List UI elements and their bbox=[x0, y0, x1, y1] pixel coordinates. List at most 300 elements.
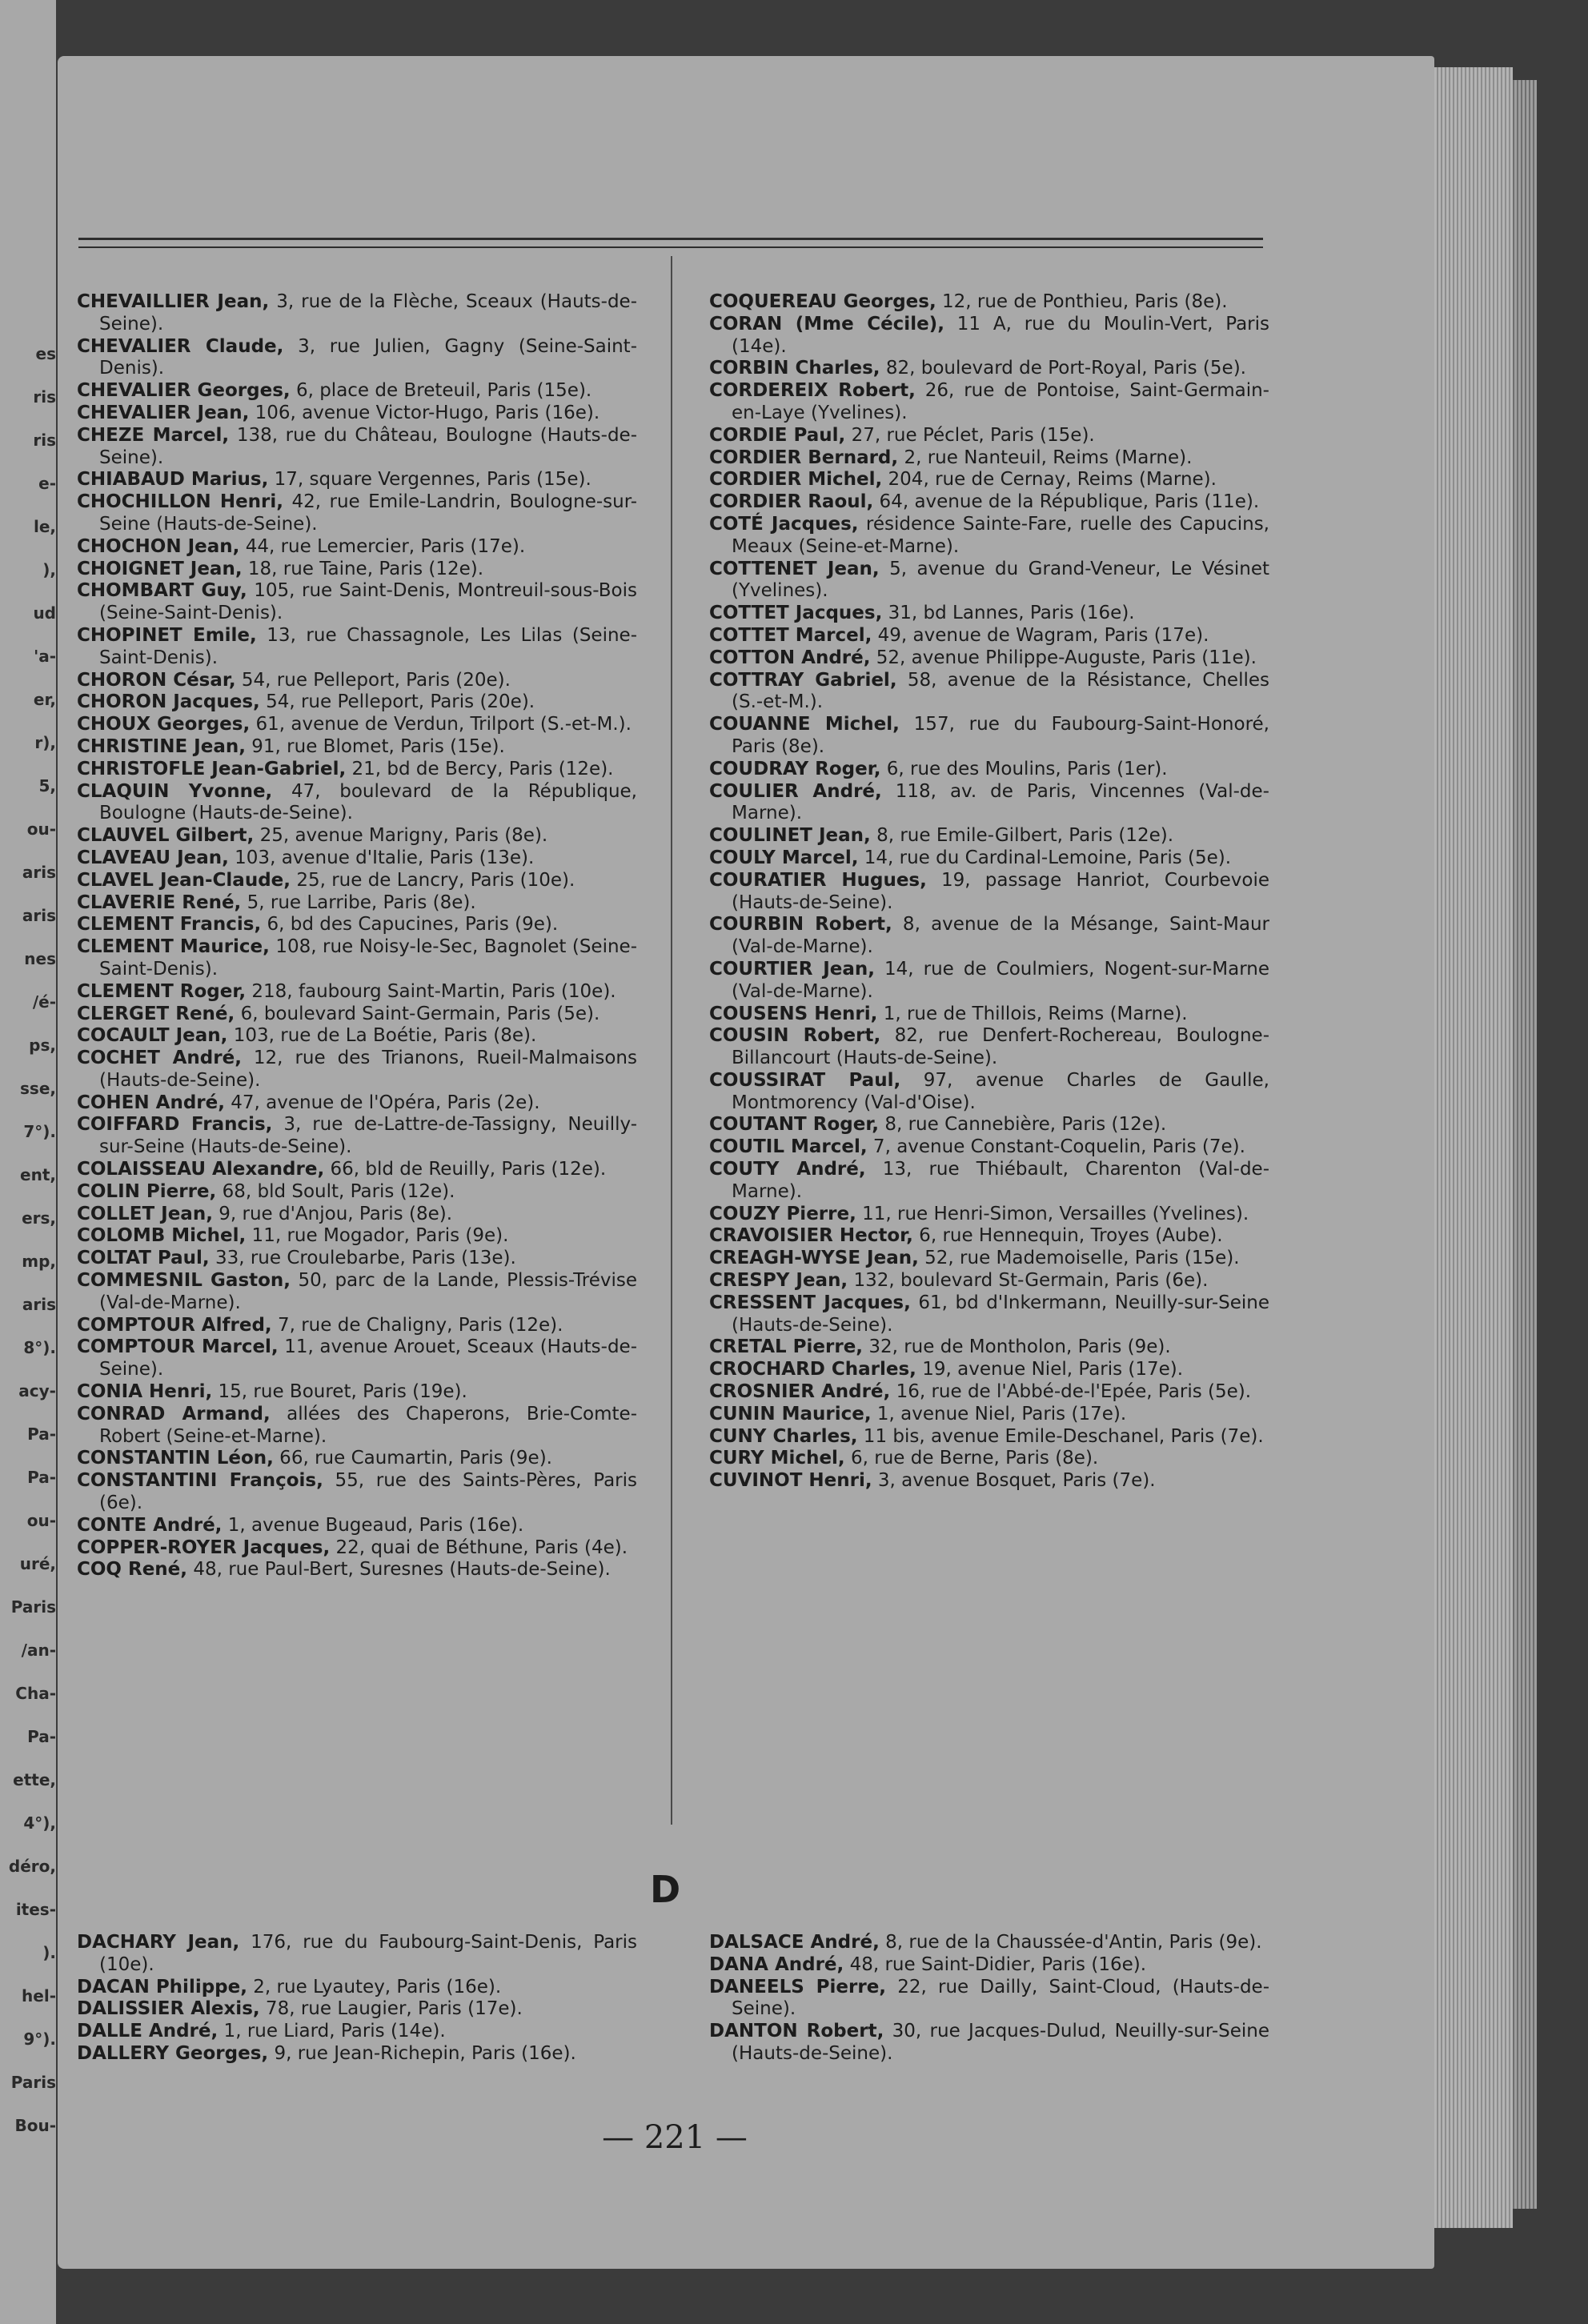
entry-address: résidence Sainte-Fare, ruelle des Capucins, Meaux (Seine-et-Marne). bbox=[732, 513, 1269, 557]
entry-name: CRESSENT Jacques, bbox=[709, 1292, 911, 1313]
margin-fragment: ou- bbox=[26, 1511, 56, 1530]
entry-address: 8, rue de la Chaussée-d'Antin, Paris (9e). bbox=[879, 1932, 1262, 1953]
entry-name: COMPTOUR Marcel, bbox=[77, 1336, 279, 1358]
margin-fragment: 8°). bbox=[23, 1338, 56, 1357]
entry-name: COULINET Jean, bbox=[709, 825, 871, 847]
entry-address: 1, avenue Niel, Paris (17e). bbox=[871, 1403, 1127, 1424]
entry-address: 61, avenue de Verdun, Trilport (S.-et-M.). bbox=[250, 714, 632, 735]
entry-address: 14, rue de Coulmiers, Nogent-sur-Marne (Val-de-Marne). bbox=[732, 958, 1269, 1002]
entry-address: 11 bis, avenue Emile-Deschanel, Paris (7e). bbox=[857, 1425, 1264, 1447]
entry-address: 82, boulevard de Port-Royal, Paris (5e). bbox=[880, 358, 1246, 379]
entry-name: DACAN Philippe, bbox=[77, 1976, 247, 1997]
directory-entry bbox=[77, 2021, 637, 2043]
entry-name: CLEMENT Roger, bbox=[77, 980, 247, 1002]
entry-name: CONIA Henri, bbox=[77, 1381, 213, 1403]
entry-name: CHOCHON Jean, bbox=[77, 535, 240, 557]
directory-entry bbox=[709, 1448, 1269, 1470]
directory-entry bbox=[709, 1426, 1269, 1448]
margin-fragment: sse, bbox=[20, 1079, 56, 1098]
entry-name: COUANNE Michel, bbox=[709, 714, 900, 735]
directory-entry bbox=[709, 1114, 1269, 1136]
margin-fragment: er, bbox=[33, 690, 56, 709]
directory-entry bbox=[709, 358, 1269, 380]
directory-entry bbox=[77, 559, 637, 581]
entry-name: COTTET Jacques, bbox=[709, 603, 883, 624]
entry-name: CHOIGNET Jean, bbox=[77, 558, 243, 579]
entry-name: CLERGET René, bbox=[77, 1003, 235, 1024]
directory-entry bbox=[77, 1932, 637, 1977]
directory-entry bbox=[77, 1448, 637, 1470]
directory-entry bbox=[77, 425, 637, 470]
directory-entry bbox=[77, 1048, 637, 1092]
entry-address: 26, rue de Pontoise, Saint-Germain-en-Laye (Yvelines). bbox=[732, 380, 1269, 423]
entry-name: CHIABAUD Marius, bbox=[77, 469, 269, 491]
entry-address: 7, avenue Constant-Coquelin, Paris (7e). bbox=[867, 1136, 1245, 1158]
entry-address: 32, rue de Montholon, Paris (9e). bbox=[863, 1336, 1171, 1358]
margin-fragment: es bbox=[35, 344, 56, 363]
entry-name: CORDIER Michel, bbox=[709, 469, 883, 491]
entry-name: CLAVEAU Jean, bbox=[77, 847, 229, 868]
directory-entry bbox=[709, 1470, 1269, 1493]
entry-name: CHOMBART Guy, bbox=[77, 580, 247, 602]
margin-fragment: ). bbox=[42, 1943, 56, 1962]
entry-name: CUVINOT Henri, bbox=[709, 1470, 872, 1492]
margin-fragment: déro, bbox=[8, 1857, 56, 1876]
entry-address: 105, rue Saint-Denis, Montreuil-sous-Bois (Seine-Saint-Denis). bbox=[99, 580, 637, 624]
entry-name: DANEELS Pierre, bbox=[709, 1976, 887, 1997]
directory-entry bbox=[709, 914, 1269, 959]
entry-name: DALLERY Georges, bbox=[77, 2042, 269, 2064]
directory-entry bbox=[77, 759, 637, 781]
entry-name: CHEVALIER Georges, bbox=[77, 380, 291, 402]
entry-address: 48, rue Paul-Bert, Suresnes (Hauts-de-Seine). bbox=[187, 1559, 611, 1581]
margin-fragment: ers, bbox=[22, 1208, 56, 1228]
entry-name: CONSTANTIN Léon, bbox=[77, 1448, 274, 1469]
margin-fragment: Bou- bbox=[14, 2116, 56, 2135]
directory-entry bbox=[709, 425, 1269, 447]
entry-name: COUTY André, bbox=[709, 1159, 866, 1180]
entry-address: 8, avenue de la Mésange, Saint-Maur (Val-de-Marne). bbox=[732, 914, 1269, 958]
entry-address: 44, rue Lemercier, Paris (17e). bbox=[239, 535, 526, 557]
entry-address: 12, rue des Trianons, Rueil-Malmaisons (Hauts-de-Seine). bbox=[99, 1048, 637, 1091]
entry-name: CLEMENT Francis, bbox=[77, 914, 262, 936]
directory-entry bbox=[709, 1381, 1269, 1404]
directory-entry bbox=[709, 1248, 1269, 1270]
directory-entry bbox=[709, 603, 1269, 625]
entry-address: allées des Chaperons, Brie-Comte-Robert (Seine-et-Marne). bbox=[99, 1403, 638, 1447]
entry-address: 19, avenue Niel, Paris (17e). bbox=[916, 1359, 1184, 1380]
directory-entry bbox=[77, 336, 637, 381]
margin-fragment: aris bbox=[22, 1295, 56, 1314]
directory-entry bbox=[77, 1159, 637, 1181]
entry-name: COUSENS Henri, bbox=[709, 1003, 878, 1024]
entry-name: COUDRAY Roger, bbox=[709, 758, 881, 779]
directory-entry bbox=[77, 892, 637, 915]
entry-name: COURTIER Jean, bbox=[709, 958, 875, 980]
entry-name: COCHET André, bbox=[77, 1048, 242, 1069]
entry-address: 91, rue Blomet, Paris (15e). bbox=[245, 735, 505, 757]
margin-fragment: Pa- bbox=[27, 1727, 56, 1746]
margin-fragment: Cha- bbox=[15, 1684, 56, 1703]
entry-name: COTTET Marcel, bbox=[709, 624, 872, 646]
directory-entry bbox=[77, 825, 637, 847]
directory-entry bbox=[709, 1292, 1269, 1337]
entry-name: CHEVALIER Jean, bbox=[77, 402, 250, 423]
entry-name: COUZY Pierre, bbox=[709, 1203, 856, 1224]
entry-address: 3, rue de la Flèche, Sceaux (Hauts-de-Seine). bbox=[99, 291, 637, 335]
directory-entry bbox=[77, 1515, 637, 1537]
directory-entry bbox=[709, 1136, 1269, 1159]
entry-address: 31, bd Lannes, Paris (16e). bbox=[882, 603, 1135, 624]
entry-address: 66, bld de Reuilly, Paris (12e). bbox=[324, 1159, 607, 1180]
entry-name: CHORON César, bbox=[77, 669, 236, 691]
entry-name: COURATIER Hugues, bbox=[709, 869, 927, 891]
entry-address: 8, rue Cannebière, Paris (12e). bbox=[879, 1114, 1167, 1136]
directory-entry bbox=[709, 514, 1269, 559]
margin-fragment: ris bbox=[33, 431, 56, 450]
margin-fragment: acy- bbox=[18, 1381, 56, 1400]
margin-fragment: Pa- bbox=[27, 1468, 56, 1487]
directory-entry bbox=[77, 1470, 637, 1515]
directory-entry bbox=[709, 1004, 1269, 1026]
entry-address: 52, rue Mademoiselle, Paris (15e). bbox=[918, 1248, 1240, 1269]
entry-address: 97, avenue Charles de Gaulle, Montmorency (Val-d'Oise). bbox=[732, 1069, 1269, 1113]
entry-address: 11, rue Mogador, Paris (9e). bbox=[246, 1225, 509, 1247]
entry-name: CRETAL Pierre, bbox=[709, 1336, 864, 1358]
page-number: — 221 — bbox=[602, 2119, 748, 2156]
page-stack-edge bbox=[1433, 67, 1513, 2228]
directory-entry bbox=[709, 1159, 1269, 1204]
entry-address: 11 A, rue du Moulin-Vert, Paris (14e). bbox=[732, 313, 1270, 357]
header-rule-thin bbox=[78, 246, 1263, 248]
entry-name: CONRAD Armand, bbox=[77, 1403, 271, 1424]
entry-address: 8, rue Emile-Gilbert, Paris (12e). bbox=[870, 825, 1174, 847]
directory-entry bbox=[77, 1977, 637, 1999]
directory-entry bbox=[709, 1070, 1269, 1115]
margin-fragment: ites- bbox=[15, 1900, 56, 1919]
entry-address: 27, rue Péclet, Paris (15e). bbox=[845, 424, 1095, 446]
margin-fragment: aris bbox=[22, 906, 56, 925]
entry-address: 54, rue Pelleport, Paris (20e). bbox=[235, 669, 511, 691]
entry-address: 17, square Vergennes, Paris (15e). bbox=[268, 469, 591, 491]
entry-address: 1, rue Liard, Paris (14e). bbox=[218, 2021, 446, 2042]
entry-name: COTTENET Jean, bbox=[709, 558, 880, 579]
entry-name: COPPER-ROYER Jacques, bbox=[77, 1537, 331, 1558]
entry-address: 25, rue de Lancry, Paris (10e). bbox=[291, 869, 575, 891]
directory-entry bbox=[77, 1004, 637, 1026]
entry-name: COLAISSEAU Alexandre, bbox=[77, 1159, 325, 1180]
entry-address: 6, rue des Moulins, Paris (1er). bbox=[880, 758, 1168, 779]
entry-address: 22, quai de Béthune, Paris (4e). bbox=[330, 1537, 628, 1558]
entry-address: 5, rue Larribe, Paris (8e). bbox=[241, 892, 476, 913]
margin-fragment: aris bbox=[22, 863, 56, 882]
directory-entry bbox=[709, 625, 1269, 647]
margin-fragment: le, bbox=[33, 517, 56, 536]
entry-name: COHEN André, bbox=[77, 1092, 225, 1113]
directory-entry bbox=[77, 1998, 637, 2021]
entry-address: 7, rue de Chaligny, Paris (12e). bbox=[271, 1314, 563, 1336]
entry-name: DALISSIER Alexis, bbox=[77, 1998, 260, 2020]
entry-address: 52, avenue Philippe-Auguste, Paris (11e). bbox=[870, 647, 1257, 668]
entry-name: COMPTOUR Alfred, bbox=[77, 1314, 272, 1336]
entry-address: 25, avenue Marigny, Paris (8e). bbox=[254, 825, 548, 847]
entry-address: 103, rue de La Boétie, Paris (8e). bbox=[227, 1025, 537, 1047]
entry-name: COTÉ Jacques, bbox=[709, 513, 859, 535]
entry-name: COLOMB Michel, bbox=[77, 1225, 247, 1247]
entry-name: COCAULT Jean, bbox=[77, 1025, 228, 1047]
directory-entry bbox=[77, 781, 637, 826]
entry-address: 1, avenue Bugeaud, Paris (16e). bbox=[222, 1514, 524, 1536]
margin-fragment: mp, bbox=[22, 1252, 56, 1271]
directory-entry bbox=[77, 536, 637, 559]
directory-entry bbox=[709, 1270, 1269, 1292]
entry-name: CROSNIER André, bbox=[709, 1381, 891, 1403]
directory-entry bbox=[77, 1315, 637, 1337]
entry-name: COUTANT Roger, bbox=[709, 1114, 880, 1136]
entry-name: CREAGH-WYSE Jean, bbox=[709, 1248, 919, 1269]
directory-entry bbox=[77, 1336, 637, 1381]
entry-name: CLAVEL Jean-Claude, bbox=[77, 869, 291, 891]
entry-name: CONTE André, bbox=[77, 1514, 223, 1536]
entry-name: CLAQUIN Yvonne, bbox=[77, 780, 273, 802]
entry-address: 55, rue des Saints-Pères, Paris (6e). bbox=[99, 1470, 637, 1514]
entry-address: 14, rue du Cardinal-Lemoine, Paris (5e). bbox=[858, 847, 1232, 868]
directory-entry bbox=[709, 1359, 1269, 1381]
entry-address: 106, avenue Victor-Hugo, Paris (16e). bbox=[249, 402, 600, 423]
entry-address: 78, rue Laugier, Paris (17e). bbox=[259, 1998, 523, 2020]
directory-entry bbox=[709, 491, 1269, 514]
entry-address: 66, rue Caumartin, Paris (9e). bbox=[273, 1448, 552, 1469]
margin-fragment: /é- bbox=[32, 992, 56, 1012]
directory-entry bbox=[709, 380, 1269, 425]
entry-name: CHOPINET Emile, bbox=[77, 624, 257, 646]
directory-entry bbox=[77, 2043, 637, 2066]
entry-address: 19, passage Hanriot, Courbevoie (Hauts-de-Seine). bbox=[732, 869, 1269, 913]
directory-entry bbox=[709, 447, 1269, 470]
directory-entry bbox=[77, 469, 637, 491]
page-stack-edge-outer bbox=[1513, 80, 1537, 2209]
entry-name: COULY Marcel, bbox=[709, 847, 859, 868]
entry-name: COTTON André, bbox=[709, 647, 871, 668]
entry-address: 16, rue de l'Abbé-de-l'Epée, Paris (5e). bbox=[890, 1381, 1252, 1403]
entry-address: 21, bd de Bercy, Paris (12e). bbox=[346, 758, 614, 779]
directory-entry bbox=[77, 1181, 637, 1204]
entry-address: 6, rue Hennequin, Troyes (Aube). bbox=[912, 1225, 1223, 1247]
entry-name: CORDIER Bernard, bbox=[709, 447, 899, 468]
entry-name: COLIN Pierre, bbox=[77, 1180, 217, 1202]
entry-address: 12, rue de Ponthieu, Paris (8e). bbox=[936, 291, 1228, 312]
margin-fragment: ), bbox=[42, 560, 56, 579]
entry-address: 132, boulevard St-Germain, Paris (6e). bbox=[848, 1270, 1209, 1292]
entry-address: 1, rue de Thillois, Reims (Marne). bbox=[877, 1003, 1188, 1024]
margin-fragment: 4°), bbox=[23, 1813, 56, 1833]
entry-name: CHEZE Marcel, bbox=[77, 424, 230, 446]
directory-entry bbox=[709, 1204, 1269, 1226]
directory-entry bbox=[77, 670, 637, 692]
entry-address: 54, rue Pelleport, Paris (20e). bbox=[259, 691, 535, 713]
directory-entry bbox=[77, 870, 637, 892]
entry-name: CORDEREIX Robert, bbox=[709, 380, 916, 402]
entry-name: COUSIN Robert, bbox=[709, 1025, 881, 1047]
entry-address: 15, rue Bouret, Paris (19e). bbox=[212, 1381, 467, 1403]
entry-name: CRAVOISIER Hector, bbox=[709, 1225, 913, 1247]
directory-entry bbox=[77, 380, 637, 403]
directory-entry bbox=[77, 1381, 637, 1404]
entry-address: 6, rue de Berne, Paris (8e). bbox=[844, 1448, 1099, 1469]
directory-entry bbox=[77, 403, 637, 425]
entry-address: 13, rue Chassagnole, Les Lilas (Seine-Saint-Denis). bbox=[99, 624, 637, 668]
directory-entry bbox=[77, 714, 637, 736]
entry-address: 49, avenue de Wagram, Paris (17e). bbox=[872, 624, 1209, 646]
entry-name: COURBIN Robert, bbox=[709, 914, 892, 936]
entry-name: DALSACE André, bbox=[709, 1932, 880, 1953]
entry-address: 3, rue Julien, Gagny (Seine-Saint-Denis). bbox=[99, 335, 638, 379]
directory-entry bbox=[77, 1404, 637, 1448]
directory-entry bbox=[709, 959, 1269, 1004]
margin-fragment: ps, bbox=[29, 1036, 56, 1055]
directory-entry bbox=[77, 847, 637, 870]
margin-fragment: ris bbox=[33, 387, 56, 407]
column-d-left bbox=[77, 1932, 637, 2066]
directory-entry bbox=[77, 491, 637, 536]
directory-entry bbox=[709, 870, 1269, 915]
directory-entry bbox=[77, 1559, 637, 1581]
directory-entry bbox=[709, 1977, 1269, 2021]
entry-name: CORBIN Charles, bbox=[709, 358, 880, 379]
margin-fragment: nes bbox=[24, 949, 56, 968]
entry-address: 2, rue Nanteuil, Reims (Marne). bbox=[898, 447, 1193, 468]
directory-entry bbox=[709, 1932, 1269, 1954]
margin-fragment: r), bbox=[34, 733, 56, 752]
margin-fragment: ou- bbox=[26, 819, 56, 839]
directory-entry bbox=[77, 1225, 637, 1248]
entry-address: 157, rue du Faubourg-Saint-Honoré, Paris (8e). bbox=[732, 714, 1269, 757]
entry-name: CRESPY Jean, bbox=[709, 1270, 848, 1292]
entry-name: CHEVAILLIER Jean, bbox=[77, 291, 270, 312]
entry-address: 11, avenue Arouet, Sceaux (Hauts-de-Seine). bbox=[99, 1336, 637, 1380]
directory-entry bbox=[77, 981, 637, 1004]
adjacent-page-strip bbox=[0, 0, 56, 2324]
entry-address: 68, bld Soult, Paris (12e). bbox=[216, 1180, 455, 1202]
directory-entry bbox=[77, 1248, 637, 1270]
entry-address: 58, avenue de la Résistance, Chelles (S.-et-M.). bbox=[732, 669, 1269, 713]
entry-name: COTTRAY Gabriel, bbox=[709, 669, 897, 691]
entry-name: CHOUX Georges, bbox=[77, 714, 251, 735]
entry-name: CURY Michel, bbox=[709, 1448, 845, 1469]
directory-entry bbox=[77, 914, 637, 936]
entry-name: CORDIER Raoul, bbox=[709, 491, 874, 513]
entry-address: 176, rue du Faubourg-Saint-Denis, Paris (10e). bbox=[99, 1932, 637, 1975]
entry-name: CHEVALIER Claude, bbox=[77, 335, 284, 357]
entry-name: COUTIL Marcel, bbox=[709, 1136, 868, 1158]
entry-address: 61, bd d'Inkermann, Neuilly-sur-Seine (Hauts-de-Seine). bbox=[732, 1292, 1269, 1336]
entry-name: CUNY Charles, bbox=[709, 1425, 858, 1447]
directory-entry bbox=[709, 1225, 1269, 1248]
entry-address: 118, av. de Paris, Vincennes (Val-de-Marne). bbox=[732, 780, 1269, 824]
directory-entry bbox=[77, 736, 637, 759]
entry-name: CHOCHILLON Henri, bbox=[77, 491, 284, 513]
directory-entry bbox=[77, 1114, 637, 1159]
margin-fragment: 'a- bbox=[34, 647, 56, 666]
entry-address: 204, rue de Cernay, Reims (Marne). bbox=[882, 469, 1217, 491]
margin-fragment: e- bbox=[38, 474, 56, 493]
entry-name: CORAN (Mme Cécile), bbox=[709, 313, 944, 335]
column-right bbox=[709, 291, 1269, 1493]
entry-address: 64, avenue de la République, Paris (11e). bbox=[873, 491, 1260, 513]
directory-entry bbox=[709, 714, 1269, 759]
margin-fragment: ent, bbox=[20, 1165, 56, 1184]
column-left bbox=[77, 291, 637, 1581]
directory-entry bbox=[77, 1537, 637, 1560]
directory-entry bbox=[709, 781, 1269, 826]
entry-address: 9, rue d'Anjou, Paris (8e). bbox=[212, 1203, 453, 1224]
directory-entry bbox=[709, 1336, 1269, 1359]
entry-address: 218, faubourg Saint-Martin, Paris (10e). bbox=[246, 980, 616, 1002]
entry-address: 9, rue Jean-Richepin, Paris (16e). bbox=[268, 2042, 576, 2064]
entry-name: CHORON Jacques, bbox=[77, 691, 260, 713]
entry-address: 82, rue Denfert-Rochereau, Boulogne-Billancourt (Hauts-de-Seine). bbox=[732, 1025, 1269, 1069]
entry-address: 6, place de Breteuil, Paris (15e). bbox=[290, 380, 592, 402]
directory-entry bbox=[77, 1204, 637, 1226]
entry-name: COQUEREAU Georges, bbox=[709, 291, 936, 312]
entry-name: DANTON Robert, bbox=[709, 2021, 884, 2042]
entry-name: COULIER André, bbox=[709, 780, 882, 802]
directory-entry bbox=[77, 580, 637, 625]
entry-address: 42, rue Emile-Landrin, Boulogne-sur-Seine (Hauts-de-Seine). bbox=[99, 491, 637, 535]
margin-fragment: /an- bbox=[21, 1641, 56, 1660]
entry-address: 33, rue Croulebarbe, Paris (13e). bbox=[209, 1248, 516, 1269]
directory-entry bbox=[709, 469, 1269, 491]
entry-name: DANA André, bbox=[709, 1953, 844, 1975]
entry-name: COLTAT Paul, bbox=[77, 1248, 210, 1269]
directory-entry bbox=[709, 559, 1269, 603]
entry-address: 6, boulevard Saint-Germain, Paris (5e). bbox=[235, 1003, 600, 1024]
directory-entry bbox=[709, 1954, 1269, 1977]
directory-entry bbox=[709, 2021, 1269, 2066]
directory-entry bbox=[709, 1404, 1269, 1426]
entry-name: COQ René, bbox=[77, 1559, 188, 1581]
directory-entry bbox=[77, 1270, 637, 1315]
entry-address: 22, rue Dailly, Saint-Cloud, (Hauts-de-Seine). bbox=[732, 1976, 1269, 2020]
margin-fragment: 9°). bbox=[23, 2029, 56, 2049]
directory-entry bbox=[77, 291, 637, 336]
entry-address: 47, boulevard de la République, Boulogne (Hauts-de-Seine). bbox=[99, 780, 637, 824]
entry-name: DACHARY Jean, bbox=[77, 1932, 240, 1953]
directory-entry bbox=[709, 825, 1269, 847]
entry-name: CORDIE Paul, bbox=[709, 424, 846, 446]
directory-entry bbox=[709, 1025, 1269, 1070]
entry-name: COUSSIRAT Paul, bbox=[709, 1069, 901, 1091]
directory-entry bbox=[77, 625, 637, 670]
margin-fragment: uré, bbox=[19, 1554, 56, 1573]
directory-entry bbox=[709, 647, 1269, 670]
entry-address: 13, rue Thiébault, Charenton (Val-de-Marne). bbox=[732, 1159, 1270, 1202]
entry-address: 3, avenue Bosquet, Paris (7e). bbox=[872, 1470, 1156, 1492]
margin-fragment: ette, bbox=[13, 1770, 56, 1789]
entry-address: 6, bd des Capucines, Paris (9e). bbox=[261, 914, 559, 936]
entry-address: 108, rue Noisy-le-Sec, Bagnolet (Seine-Saint-Denis). bbox=[99, 936, 637, 980]
directory-entry bbox=[77, 936, 637, 981]
directory-entry bbox=[709, 847, 1269, 870]
entry-address: 3, rue de-Lattre-de-Tassigny, Neuilly-sur-Seine (Hauts-de-Seine). bbox=[99, 1114, 637, 1158]
entry-address: 103, avenue d'Italie, Paris (13e). bbox=[228, 847, 535, 868]
entry-address: 11, rue Henri-Simon, Versailles (Yvelines). bbox=[856, 1203, 1249, 1224]
entry-address: 138, rue du Château, Boulogne (Hauts-de-Seine). bbox=[99, 424, 638, 468]
entry-address: 50, parc de la Lande, Plessis-Trévise (Val-de-Marne). bbox=[99, 1270, 638, 1313]
margin-fragment: ud bbox=[33, 603, 56, 623]
directory-entry bbox=[77, 1092, 637, 1115]
entry-name: CROCHARD Charles, bbox=[709, 1359, 916, 1380]
